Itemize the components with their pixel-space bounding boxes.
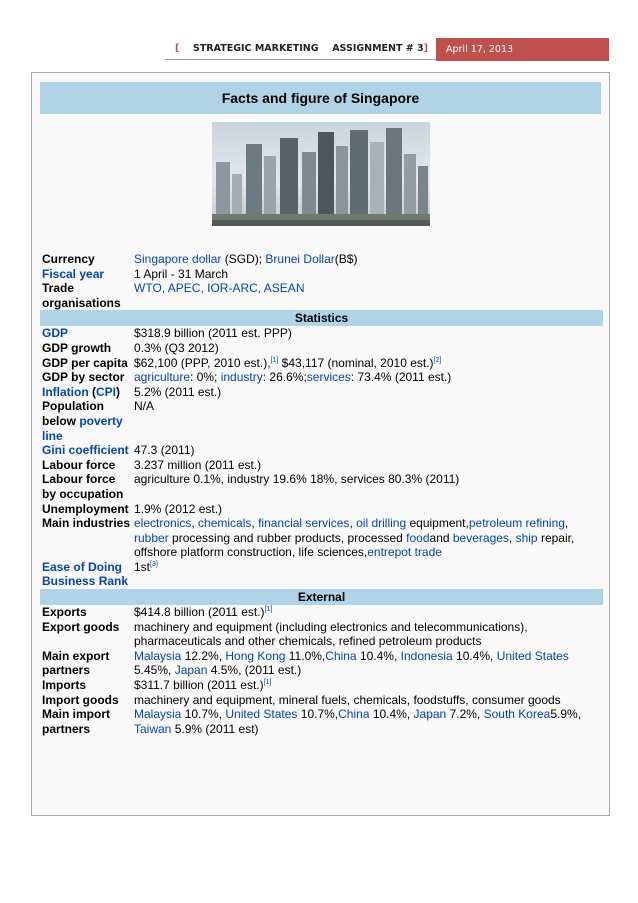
row-labour-force-by-occupation: [40, 472, 603, 501]
row-label: Main import partners: [42, 707, 110, 736]
row-value: machinery and equipment (including electronics and telecommunications), pharmaceuticals and other chemicals, refined petroleum products: [134, 619, 528, 649]
link-united-states[interactable]: United States: [225, 707, 298, 722]
row-label: Population below poverty line: [42, 399, 123, 443]
row-inflation-cpi: [40, 385, 603, 400]
row-value: Singapore dollar (SGD); Brunei Dollar(B$): [134, 252, 358, 266]
row-value: machinery and equipment, mineral fuels, chemicals, foodstuffs, consumer goods: [134, 692, 561, 707]
row-label: Main export partners: [42, 648, 110, 678]
row-value: Malaysia 10.7%, United States 10.7%,China 10.4%, Japan 7.2%, South Korea5.9%, Taiwan 5.9% (2011 est): [134, 707, 581, 736]
link-taiwan[interactable]: Taiwan: [134, 721, 172, 736]
link-cpi[interactable]: CPI: [96, 384, 117, 399]
link-poverty-line[interactable]: poverty line: [42, 413, 123, 443]
row-gini-coefficient: [40, 443, 603, 458]
section-header-external: External: [40, 589, 603, 605]
infobox-title: Facts and figure of Singapore: [40, 82, 601, 114]
row-main-import-partners: [40, 707, 603, 736]
row-value: $311.7 billion (2011 est.)[1]: [134, 678, 272, 693]
row-value: 1 April - 31 March: [134, 266, 229, 281]
link-china[interactable]: China: [325, 648, 357, 663]
row-value: N/A: [134, 399, 155, 414]
link-malaysia[interactable]: Malaysia: [134, 648, 182, 663]
row-label[interactable]: Gini coefficient: [42, 443, 129, 458]
row-value: 47.3 (2011): [134, 443, 195, 458]
header-date: April 17, 2013: [436, 38, 609, 60]
assignment-number: ASSIGNMENT # 3]: [332, 43, 428, 54]
row-labour-force: [40, 458, 603, 473]
row-label: Imports: [42, 678, 87, 693]
row-value: agriculture 0.1%, industry 19.6% 18%, services 80.3% (2011): [134, 472, 460, 487]
row-value: $414.8 billion (2011 est.)[1]: [134, 605, 273, 620]
link-rubber[interactable]: rubber: [134, 530, 169, 545]
link-food[interactable]: food: [406, 530, 430, 545]
row-label: Labour force by occupation: [42, 472, 124, 501]
row-label: Import goods: [42, 692, 119, 707]
link-brunei-dollar[interactable]: Brunei Dollar: [265, 252, 335, 266]
row-export-goods: [40, 620, 603, 649]
row-label: Unemployment: [42, 501, 129, 516]
course-title: STRATEGIC MARKETING: [192, 43, 319, 54]
row-exports: [40, 605, 603, 620]
row-label: Labour force: [42, 457, 116, 472]
row-label: GDP per capita: [42, 355, 128, 370]
link-beverages[interactable]: beverages: [452, 530, 509, 545]
link-chemicals[interactable]: chemicals: [198, 516, 252, 531]
link-china[interactable]: China: [338, 707, 370, 722]
link-united-states[interactable]: United States: [496, 648, 569, 663]
section-header-statistics: Statistics: [40, 310, 603, 326]
citation-ref[interactable]: [1]: [264, 606, 273, 614]
link-electronics[interactable]: electronics: [134, 516, 192, 531]
link-malaysia[interactable]: Malaysia: [134, 707, 182, 722]
row-ease-of-doing-business-rank: [40, 560, 603, 589]
row-label: GDP growth: [42, 340, 112, 355]
link-petroleum-refining[interactable]: petroleum refining: [468, 516, 565, 531]
row-value: agriculture: 0%; industry: 26.6%;services: 73.4% (2011 est.): [134, 370, 452, 385]
link-entrepot-trade[interactable]: entrepot trade: [367, 545, 442, 560]
link-oil-drilling[interactable]: oil drilling: [356, 516, 407, 531]
row-gdp-per-capita: [40, 356, 603, 371]
row-label: Trade organisations: [42, 281, 121, 310]
link-agriculture[interactable]: agriculture: [134, 370, 191, 385]
header-left: [165, 38, 436, 60]
row-gdp: [40, 326, 603, 341]
facts-table: [40, 252, 603, 736]
row-unemployment: [40, 502, 603, 517]
citation-ref[interactable]: [3]: [150, 560, 158, 568]
row-value: $62,100 (PPP, 2010 est.),[1] $43,117 (nominal, 2010 est.)[2]: [134, 355, 442, 370]
row-label: Inflation (CPI): [42, 384, 121, 399]
row-value: 0.3% (Q3 2012): [134, 340, 219, 355]
row-label[interactable]: Fiscal year: [42, 266, 105, 281]
link-industry[interactable]: industry: [220, 370, 263, 385]
link-indonesia[interactable]: Indonesia: [400, 648, 453, 663]
row-imports: [40, 678, 603, 693]
link-ship[interactable]: ship: [515, 530, 538, 545]
row-label: Currency: [42, 252, 95, 266]
page-header: [165, 38, 609, 60]
bracket-open: [: [175, 43, 180, 54]
citation-ref[interactable]: [1]: [263, 679, 272, 687]
row-import-goods: [40, 693, 603, 708]
row-fiscal-year: [40, 267, 603, 282]
link-wto-apec-ior-arc-asean[interactable]: WTO, APEC, IOR-ARC, ASEAN: [134, 281, 305, 296]
row-label: Main industries: [42, 516, 131, 531]
row-main-export-partners: [40, 649, 603, 678]
link-hong-kong[interactable]: Hong Kong: [225, 648, 286, 663]
row-label: GDP by sector: [42, 370, 125, 385]
row-main-industries: [40, 516, 603, 560]
link-inflation[interactable]: Inflation: [42, 384, 89, 399]
citation-ref[interactable]: [2]: [433, 356, 442, 364]
row-gdp-growth: [40, 341, 603, 356]
row-value: 3.237 million (2011 est.): [134, 457, 262, 472]
link-services[interactable]: services: [306, 370, 351, 385]
row-label: Exports: [42, 605, 87, 620]
row-label[interactable]: GDP: [42, 326, 69, 341]
link-south-korea[interactable]: South Korea: [483, 707, 551, 722]
row-value: 1st[3]: [134, 559, 158, 574]
link-singapore-dollar[interactable]: Singapore dollar: [134, 252, 222, 266]
link-financial-services[interactable]: financial services: [258, 516, 350, 531]
row-population-below-poverty-line: [40, 399, 603, 443]
skyline-photo: [212, 122, 430, 226]
row-value: $318.9 billion (2011 est. PPP): [134, 326, 292, 341]
link-japan[interactable]: Japan: [413, 707, 447, 722]
row-value: [132, 281, 603, 310]
citation-ref[interactable]: [1]: [270, 356, 279, 364]
row-value: 1.9% (2012 est.): [134, 501, 223, 516]
row-value: electronics, chemicals, financial services, oil drilling equipment,petroleum refining, rubber processing and rubber products, processed foodand beverages, ship repair, offshore platform construction, life sciences,entrepot trade: [134, 516, 575, 560]
row-trade-organisations: [40, 281, 603, 310]
infobox: [31, 72, 610, 816]
link-japan[interactable]: Japan: [174, 663, 208, 678]
row-gdp-by-sector: [40, 370, 603, 385]
row-label[interactable]: Ease of Doing Business Rank: [42, 559, 129, 589]
row-value: Malaysia 12.2%, Hong Kong 11.0%,China 10.4%, Indonesia 10.4%, United States 5.45%, Japan 4.5%, (2011 est.): [134, 648, 569, 678]
row-label: Export goods: [42, 619, 120, 634]
row-currency: [40, 252, 603, 267]
row-value: 5.2% (2011 est.): [134, 384, 222, 399]
header-rule: [436, 59, 609, 61]
